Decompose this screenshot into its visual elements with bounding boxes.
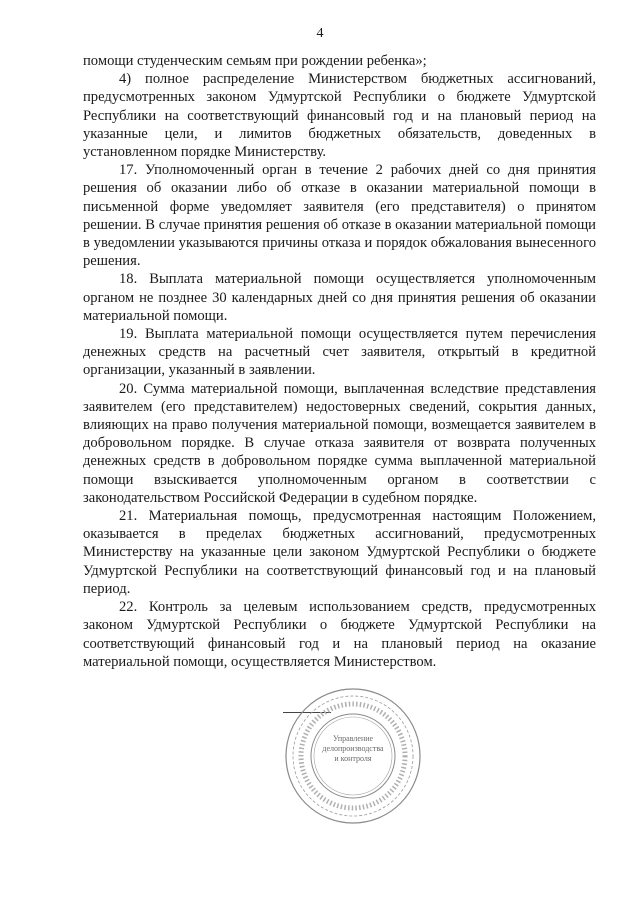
office-stamp (283, 686, 423, 826)
paragraph-19: 19. Выплата материальной помощи осуществляется путем перечисления денежных средств на расчетный счет заявителя, открытый в кредитной организации, указанный в заявлении. (83, 326, 596, 379)
paragraph-22: 22. Контроль за целевым использованием средств, предусмотренных законом Удмуртской Республики о бюджете Удмуртской Республики на соответствующий финансовый год и на плановый период на оказание материальной помощи, осуществляется Министерством. (83, 599, 596, 670)
stamp-line-2: делопроизводства (322, 744, 384, 753)
stamp-line-1: Управление (332, 734, 374, 743)
paragraph-21: 21. Материальная помощь, предусмотренная настоящим Положением, оказывается в пределах бюджетных ассигнований, предусмотренных Министерству на указанные цели законом Удмуртской Республики о бюджете Удмуртской Республики на соответствующий финансовый год и на плановый период. (83, 508, 596, 597)
paragraph-20: 20. Сумма материальной помощи, выплаченная вследствие представления заявителем (его представителем) недостоверных сведений, сокрытия данных, влияющих на право получения материальной помощи, возмещается заявителем в добровольном порядке. В случае отказа заявителя от возврата полученных денежных средств в добровольном порядке сумма выплаченной материальной помощи взыскивается уполномоченным органом в соответствии с законодательством Российской Федерации в судебном порядке. (83, 380, 596, 506)
stamp-line-3: и контроля (334, 754, 372, 763)
paragraph-continuation: помощи студенческим семьям при рождении ребенка»; (83, 53, 427, 69)
paragraph-item-4: 4) полное распределение Министерством бюджетных ассигнований, предусмотренных законом Удмуртской Республики о бюджете Удмуртской Республики на соответствующий финансовый год и на плановый период на указанные цели, и лимитов бюджетных обязательств, доведенных в установленном порядке Министерству. (83, 71, 596, 161)
document-body (83, 52, 596, 671)
paragraph-18: 18. Выплата материальной помощи осуществляется уполномоченным органом не позднее 30 календарных дней со дня принятия решения об оказании материальной помощи. (83, 271, 596, 324)
paragraph-17: 17. Уполномоченный орган в течение 2 рабочих дней со дня принятия решения об оказании либо об отказе в оказании материальной помощи в письменной форме уведомляет заявителя (его представителя) о принятом решении. В случае принятия решения об отказе в оказании материальной помощи в уведомлении указываются причины отказа и порядок обжалования вынесенного решения. (83, 162, 596, 270)
stamp-inner-text (283, 734, 423, 764)
page-number: 4 (316, 26, 324, 41)
